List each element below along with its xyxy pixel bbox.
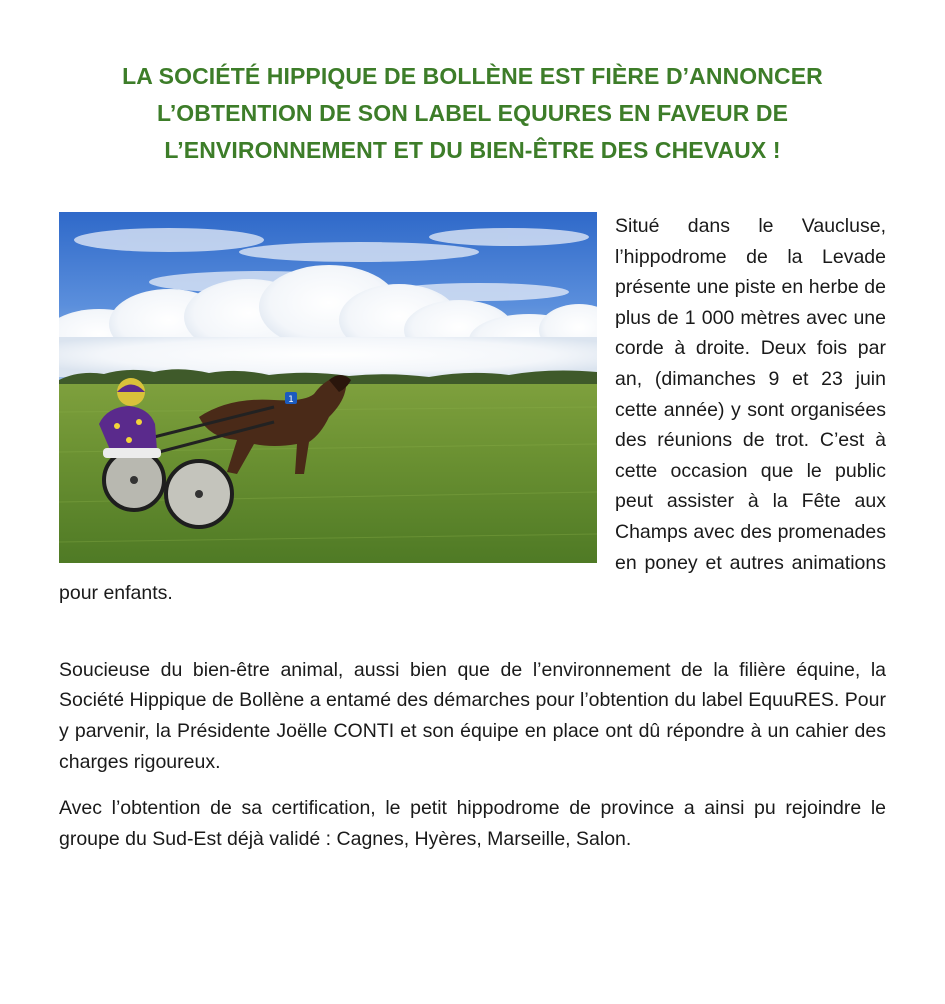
paragraph-3: Avec l’obtention de sa certification, le petit hippodrome de province a ainsi pu rejoindre le groupe du Sud-Est déjà validé : Cagnes, Hyères, Marseille, Salon. (59, 797, 886, 850)
headline-line-2: L’OBTENTION DE SON LABEL EQUURES EN FAVEUR DE (156, 100, 789, 126)
headline (59, 58, 886, 169)
bib-number: 1 (288, 395, 294, 405)
article-body (59, 211, 886, 854)
harness-racing-photo (59, 212, 597, 563)
photo-illustration (59, 212, 597, 563)
paragraph-1: Situé dans le Vaucluse, l’hippodrome de la Levade présente une piste en herbe de plus de 1 000 mètres avec une corde à droite. Deux fois par an, (dimanches 9 et 23 juin cette année) y sont organisées des réunions de trot. C’est à cette occasion que le public peut assister à la Fête aux Champs avec des promenades en poney et autres animations pour enfants. (59, 215, 886, 605)
headline-line-1: LA SOCIÉTÉ HIPPIQUE DE BOLLÈNE EST FIÈRE D’ANNONCER (122, 63, 823, 89)
headline-line-3: L’ENVIRONNEMENT ET DU BIEN-ÊTRE DES CHEVAUX ! (164, 137, 781, 163)
paragraph-2: Soucieuse du bien-être animal, aussi bien que de l’environnement de la filière équine, la Société Hippique de Bollène a entamé des démarches pour l’obtention du label EquuRES. Pour y parvenir, la Présidente Joëlle CONTI et son équipe en place ont dû répondre à un cahier des charges rigoureux. (59, 658, 886, 773)
